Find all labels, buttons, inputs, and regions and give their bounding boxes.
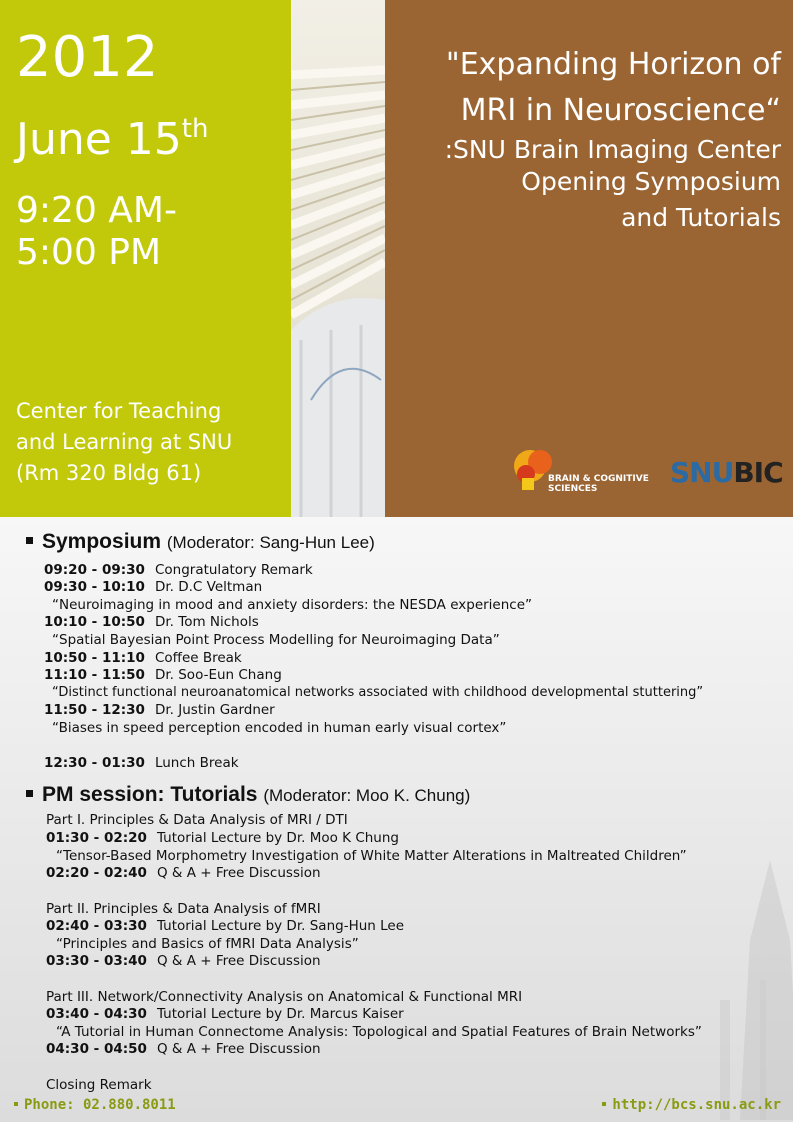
schedule-row: 03:30 - 03:40 Q & A + Free Discussion bbox=[46, 953, 321, 969]
snubic-logo: SNUBIC bbox=[670, 456, 783, 489]
talk-title: “Neuroimaging in mood and anxiety disorders: the NESDA experience” bbox=[52, 597, 533, 613]
square-bullet-icon bbox=[26, 790, 33, 797]
schedule-row: 12:30 - 01:30 Lunch Break bbox=[44, 755, 239, 771]
schedule-row: 10:50 - 11:10 Coffee Break bbox=[44, 650, 242, 666]
talk-title: “Biases in speed perception encoded in human early visual cortex” bbox=[52, 720, 507, 736]
event-date: June 15th bbox=[16, 114, 209, 165]
square-bullet-icon bbox=[26, 537, 33, 544]
event-year: 2012 bbox=[16, 25, 159, 90]
schedule-row: 09:20 - 09:30 Congratulatory Remark bbox=[44, 562, 313, 578]
part-heading: Part I. Principles & Data Analysis of MRI / DTI bbox=[46, 812, 348, 828]
schedule-row: 01:30 - 02:20 Tutorial Lecture by Dr. Moo K Chung bbox=[46, 830, 399, 846]
event-time: 9:20 AM- 5:00 PM bbox=[16, 190, 177, 273]
schedule-row: 03:40 - 04:30 Tutorial Lecture by Dr. Marcus Kaiser bbox=[46, 1006, 404, 1022]
square-bullet-icon bbox=[14, 1102, 18, 1106]
schedule-row: 10:10 - 10:50 Dr. Tom Nichols bbox=[44, 614, 259, 630]
closing-remark: Closing Remark bbox=[46, 1077, 152, 1093]
part-heading: Part II. Principles & Data Analysis of fMRI bbox=[46, 901, 321, 917]
phone-contact: Phone: 02.880.8011 bbox=[14, 1097, 176, 1113]
symposium-heading: Symposium (Moderator: Sang-Hun Lee) bbox=[26, 530, 375, 554]
schedule-row: 11:50 - 12:30 Dr. Justin Gardner bbox=[44, 702, 275, 718]
schedule-row: 02:20 - 02:40 Q & A + Free Discussion bbox=[46, 865, 321, 881]
talk-title: “Tensor-Based Morphometry Investigation of White Matter Alterations in Maltreated Children” bbox=[56, 848, 687, 864]
square-bullet-icon bbox=[602, 1102, 606, 1106]
talk-title: “A Tutorial in Human Connectome Analysis: Topological and Spatial Features of Brain Networks” bbox=[56, 1024, 702, 1040]
talk-title: “Spatial Bayesian Point Process Modelling for Neuroimaging Data” bbox=[52, 632, 500, 648]
schedule-row: 04:30 - 04:50 Q & A + Free Discussion bbox=[46, 1041, 321, 1057]
schedule-row: 11:10 - 11:50 Dr. Soo-Eun Chang bbox=[44, 667, 282, 683]
tutorials-heading: PM session: Tutorials (Moderator: Moo K. Chung) bbox=[26, 783, 470, 807]
talk-title: “Distinct functional neuroanatomical networks associated with childhood developmental stuttering” bbox=[52, 685, 704, 700]
bcs-logo-text: BRAIN & COGNITIVE SCIENCES bbox=[548, 474, 649, 494]
website-link[interactable]: http://bcs.snu.ac.kr bbox=[602, 1097, 781, 1113]
part-heading: Part III. Network/Connectivity Analysis on Anatomical & Functional MRI bbox=[46, 989, 523, 1005]
event-venue: Center for Teaching and Learning at SNU (Rm 320 Bldg 61) bbox=[16, 399, 233, 485]
schedule-row: 02:40 - 03:30 Tutorial Lecture by Dr. Sang-Hun Lee bbox=[46, 918, 405, 934]
event-title: "Expanding Horizon of MRI in Neuroscience“ :SNU Brain Imaging Center Opening Symposium and Tutorials bbox=[444, 47, 781, 232]
atrium-photo bbox=[291, 0, 385, 517]
schedule-row: 09:30 - 10:10 Dr. D.C Veltman bbox=[44, 579, 263, 595]
date-panel bbox=[0, 0, 291, 517]
talk-title: “Principles and Basics of fMRI Data Analysis” bbox=[56, 936, 359, 952]
